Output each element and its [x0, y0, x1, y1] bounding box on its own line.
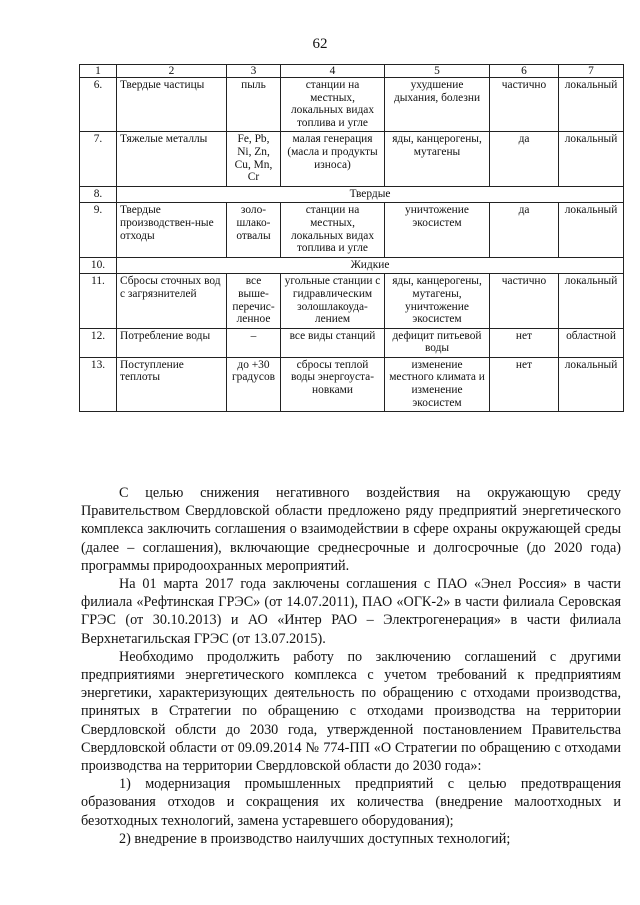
- header-cell: 1: [80, 65, 117, 78]
- table-section-row: [80, 186, 624, 203]
- header-cell: 5: [385, 65, 490, 78]
- table-cell: частично: [490, 78, 559, 132]
- row-number: 8.: [80, 186, 117, 203]
- table-row: [80, 78, 624, 132]
- table-cell: частично: [490, 274, 559, 328]
- table-cell: Потребление воды: [117, 328, 227, 357]
- header-cell: 4: [281, 65, 385, 78]
- section-label: Жидкие: [117, 257, 624, 274]
- table-cell: Fe, Pb, Ni, Zn, Cu, Mn, Cr: [227, 132, 281, 186]
- paragraph: На 01 марта 2017 года заключены соглашения с ПАО «Энел Россия» в части филиала «Рефтинская ГРЭС» (от 14.07.2011), ПАО «ОГК-2» в части филиала Серовская ГРЭС (от 30.10.2013) и АО «Интер РАО – Электрогенерация» в части филиала Верхнетагильская ГРЭС (от 13.07.2015).: [81, 576, 621, 647]
- table-cell: пыль: [227, 78, 281, 132]
- table-cell: да: [490, 203, 559, 257]
- table-cell: все виды станций: [281, 328, 385, 357]
- header-cell: 3: [227, 65, 281, 78]
- impact-table-body: [80, 65, 624, 412]
- paragraph: С целью снижения негативного воздействия на окружающую среду Правительством Свердловской области предложено ряду предприятий энергетического комплекса заключить соглашения о взаимодействии в сфере охраны окружающей среды (далее – соглашения), включающие среднесрочные и долгосрочные (до 2020 года) программы природоохранных мероприятий.: [81, 485, 621, 574]
- table-row: [80, 328, 624, 357]
- table-cell: до +30 градусов: [227, 357, 281, 411]
- table-row: [80, 132, 624, 186]
- table-cell: Сбросы сточных вод с загрязнителей: [117, 274, 227, 328]
- table-cell: нет: [490, 328, 559, 357]
- table-cell: 6.: [80, 78, 117, 132]
- table-cell: локальный: [559, 357, 624, 411]
- header-cell: 6: [490, 65, 559, 78]
- table-cell: локальный: [559, 203, 624, 257]
- table-cell: яды, канцерогены, мутагены: [385, 132, 490, 186]
- table-cell: уничтожение экосистем: [385, 203, 490, 257]
- table-cell: Твердые производствен-ные отходы: [117, 203, 227, 257]
- table-cell: золо-шлако-отвалы: [227, 203, 281, 257]
- table-cell: угольные станции с гидравлическим золошлакоуда-лением: [281, 274, 385, 328]
- body-text: [81, 484, 621, 848]
- page-number: 62: [312, 36, 328, 52]
- table-header-row: [80, 65, 624, 78]
- table-cell: 9.: [80, 203, 117, 257]
- table-cell: ухудшение дыхания, болезни: [385, 78, 490, 132]
- paragraph: 1) модернизация промышленных предприятий с целью предотвращения образования отходов и сокращения их количества (внедрение малоотходных и безотходных технологий, замена устаревшего оборудования);: [81, 776, 621, 829]
- impact-table: [79, 64, 624, 412]
- table-cell: 11.: [80, 274, 117, 328]
- table-cell: 13.: [80, 357, 117, 411]
- table-cell: Поступление теплоты: [117, 357, 227, 411]
- table-cell: яды, канцерогены, мутагены, уничтожение экосистем: [385, 274, 490, 328]
- table-cell: сбросы теплой воды энергоуста-новками: [281, 357, 385, 411]
- table-cell: областной: [559, 328, 624, 357]
- table-cell: нет: [490, 357, 559, 411]
- header-cell: 7: [559, 65, 624, 78]
- row-number: 10.: [80, 257, 117, 274]
- table-row: [80, 357, 624, 411]
- table-cell: малая генерация (масла и продукты износа): [281, 132, 385, 186]
- table-cell: Тяжелые металлы: [117, 132, 227, 186]
- paragraph: Необходимо продолжить работу по заключению соглашений с другими предприятиями энергетического комплекса с учетом требований к предприятиям энергетики, характеризующих деятельность по обращению с отходами производства, принятых в Стратегии по обращению с отходами производства на территории Свердловской облсти до 2030 года, утвержденной постановлением Правительства Свердловской области от 09.09.2014 № 774-ПП «О Стратегии по обращению с отходами производства на территории Свердловской области до 2030 года»:: [81, 648, 621, 775]
- table-cell: локальный: [559, 132, 624, 186]
- table-cell: локальный: [559, 274, 624, 328]
- table-cell: 7.: [80, 132, 117, 186]
- table-cell: станции на местных, локальных видах топлива и угле: [281, 78, 385, 132]
- section-label: Твердые: [117, 186, 624, 203]
- table-row: [80, 274, 624, 328]
- table-cell: изменение местного климата и изменение экосистем: [385, 357, 490, 411]
- table-cell: 12.: [80, 328, 117, 357]
- table-cell: локальный: [559, 78, 624, 132]
- header-cell: 2: [117, 65, 227, 78]
- table-row: [80, 203, 624, 257]
- table-cell: Твердые частицы: [117, 78, 227, 132]
- table-cell: станции на местных, локальных видах топлива и угле: [281, 203, 385, 257]
- paragraph: 2) внедрение в производство наилучших доступных технологий;: [119, 830, 511, 847]
- table-cell: да: [490, 132, 559, 186]
- table-cell: –: [227, 328, 281, 357]
- table-cell: дефицит питьевой воды: [385, 328, 490, 357]
- table-section-row: [80, 257, 624, 274]
- table-cell: все выше-перечис-ленное: [227, 274, 281, 328]
